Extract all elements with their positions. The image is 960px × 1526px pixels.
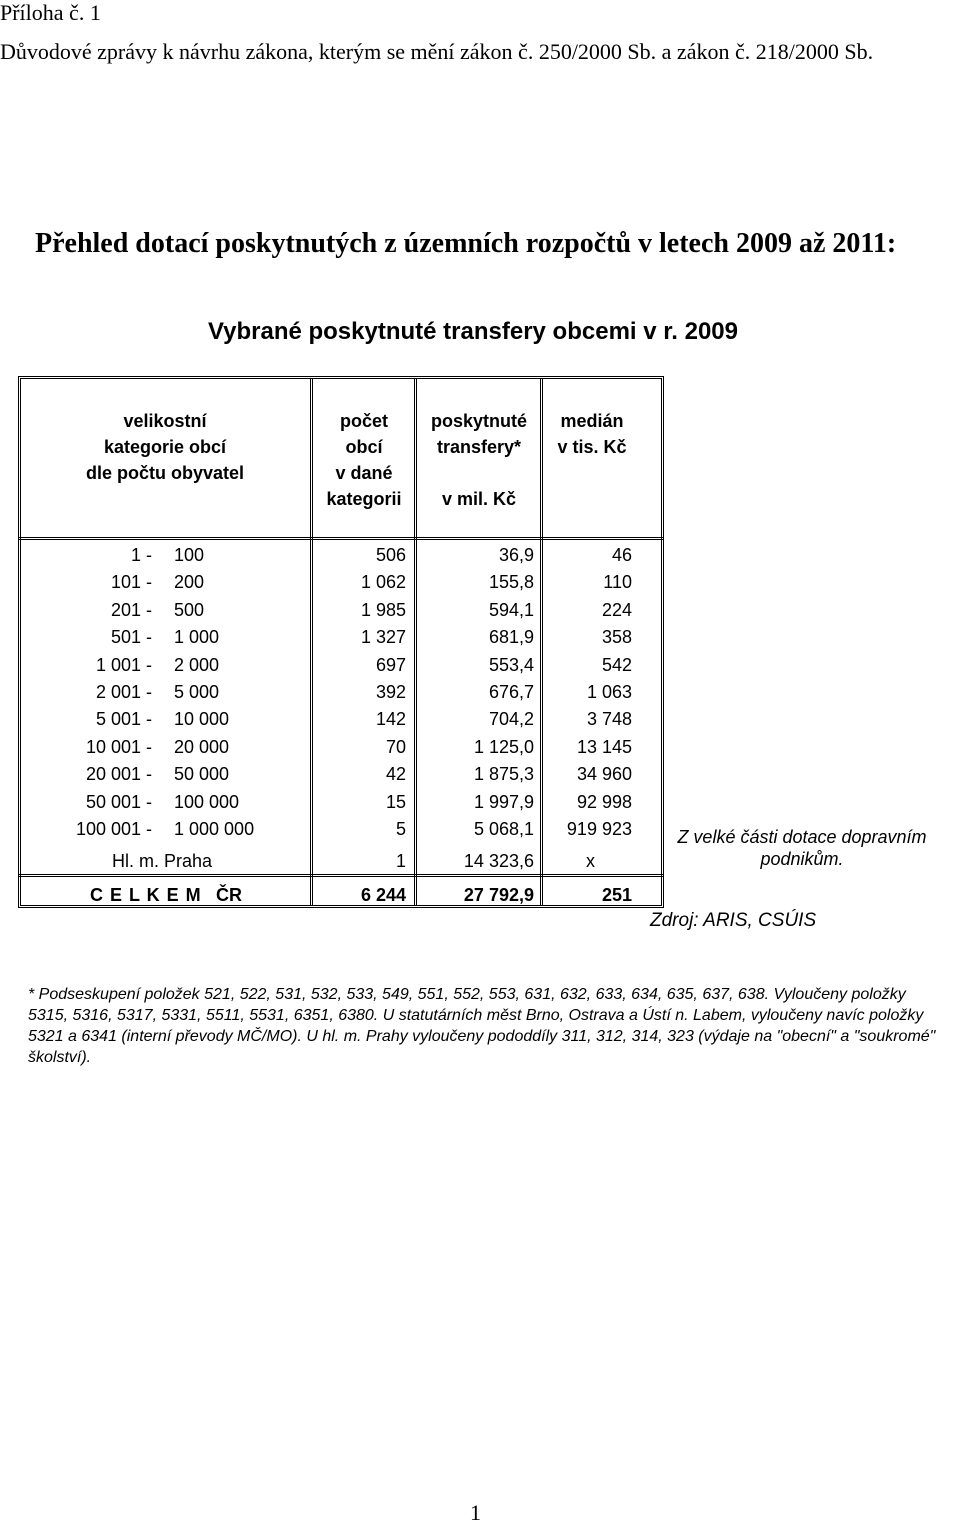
row-median: 92 998: [576, 792, 632, 812]
header-transfers: [418, 408, 540, 512]
header-line: obcí: [345, 437, 383, 457]
total-label: C E L K E M: [90, 885, 202, 905]
praha-label: Hl. m. Praha: [112, 851, 213, 871]
page-title: Přehled dotací poskytnutých z územních rozpočtů v letech 2009 až 2011:: [35, 228, 897, 259]
row-transfers: 5 068,1: [473, 819, 534, 839]
row-count: 1 985: [360, 600, 406, 620]
header-line: v tis. Kč: [557, 437, 627, 457]
row-size-from: 501 -: [110, 627, 152, 647]
row-size-from: 1 001 -: [95, 655, 152, 675]
row-count: 15: [385, 792, 406, 812]
row-median: 1 063: [586, 682, 632, 702]
row-size-to: 10 000: [174, 709, 230, 729]
total-count: 6 244: [360, 885, 406, 905]
row-size-to: 1 000 000: [174, 819, 255, 839]
row-size-to: 5 000: [174, 682, 220, 702]
table-divider: [310, 378, 313, 906]
row-count: 1 062: [360, 572, 406, 592]
row-transfers: 1 875,3: [473, 764, 534, 784]
row-median: 542: [601, 655, 632, 675]
header-line: dle počtu obyvatel: [85, 463, 245, 483]
row-transfers: 553,4: [488, 655, 534, 675]
row-size-to: 2 000: [174, 655, 220, 675]
table-divider: [18, 537, 664, 540]
header-line: poskytnuté: [430, 411, 527, 431]
row-count: 142: [375, 709, 406, 729]
row-transfers: 594,1: [488, 600, 534, 620]
row-count: 42: [385, 764, 406, 784]
row-median: 13 145: [576, 737, 632, 757]
row-size-to: 100 000: [174, 792, 240, 812]
row-size-from: 20 001 -: [85, 764, 152, 784]
footnote: * Podseskupení položek 521, 522, 531, 532, 533, 549, 551, 552, 553, 631, 632, 633, 634, 635, 637, 638. Vyloučeny položky 5315, 5316, 5317, 5331, 5511, 5531, 6351, 6380. U statutárních měst Brno, Ostrava a Ústí n. Labem, vyloučeny navíc položky 5321 a 6341 (interní převody MČ/MO). U hl. m. Prahy vyloučeny pododdíly 311, 312, 314, 323 (výdaje na "obecní" a "soukromé" školství).: [28, 986, 936, 1066]
row-count: 5: [395, 819, 406, 839]
row-transfers: 36,9: [498, 545, 534, 565]
total-median: 251: [601, 885, 632, 905]
row-size-from: 5 001 -: [95, 709, 152, 729]
table-divider: [540, 378, 543, 906]
row-size-from: 2 001 -: [95, 682, 152, 702]
row-transfers: 1 125,0: [473, 737, 534, 757]
row-median: 3 748: [586, 709, 632, 729]
header-line: v dané: [335, 463, 393, 483]
row-count: 506: [375, 545, 406, 565]
header-size-category: [20, 408, 310, 486]
row-size-to: 200: [174, 572, 205, 592]
row-size-to: 20 000: [174, 737, 230, 757]
row-size-to: 50 000: [174, 764, 230, 784]
row-size-to: 100: [174, 545, 205, 565]
row-transfers: 681,9: [488, 627, 534, 647]
row-median: 919 923: [566, 819, 632, 839]
row-size-from: 201 -: [110, 600, 152, 620]
header-spacer: [418, 460, 540, 486]
row-count: 697: [375, 655, 406, 675]
praha-count: 1: [395, 851, 406, 871]
row-median: 358: [601, 627, 632, 647]
row-median: 46: [611, 545, 632, 565]
row-transfers: 676,7: [488, 682, 534, 702]
row-median: 224: [601, 600, 632, 620]
header-line: velikostní: [123, 411, 207, 431]
header-line: kategorii: [326, 489, 402, 509]
row-transfers: 155,8: [488, 572, 534, 592]
row-size-to: 500: [174, 600, 205, 620]
page-number: 1: [470, 1500, 481, 1525]
row-median: 34 960: [576, 764, 632, 784]
source-note: Zdroj: ARIS, CSÚIS: [650, 910, 817, 931]
row-size-from: 10 001 -: [85, 737, 152, 757]
header-line: kategorie obcí: [103, 437, 227, 457]
praha-transfers: 14 323,6: [463, 851, 534, 871]
row-size-to: 1 000: [174, 627, 220, 647]
row-transfers: 1 997,9: [473, 792, 534, 812]
row-count: 392: [375, 682, 406, 702]
explanatory-note-title: Důvodové zprávy k návrhu zákona, kterým se mění zákon č. 250/2000 Sb. a zákon č. 218/2000 Sb.: [0, 39, 874, 64]
row-size-from: 50 001 -: [85, 792, 152, 812]
row-size-from: 101 -: [110, 572, 152, 592]
header-line: počet: [339, 411, 388, 431]
header-line: v mil. Kč: [441, 489, 517, 509]
row-transfers: 704,2: [488, 709, 534, 729]
praha-note: Z velké části dotace dopravním podnikům.: [677, 827, 927, 869]
header-count: [314, 408, 414, 512]
header-median: [544, 408, 640, 460]
header-line: transfery*: [436, 437, 522, 457]
row-count: 70: [385, 737, 406, 757]
row-count: 1 327: [360, 627, 406, 647]
row-size-from: 100 001 -: [75, 819, 152, 839]
table-divider: [18, 874, 664, 877]
total-country: ČR: [216, 885, 242, 905]
row-size-from: 1 -: [130, 545, 152, 565]
table-divider: [414, 378, 417, 906]
table-title: Vybrané poskytnuté transfery obcemi v r. 2009: [208, 318, 739, 345]
header-line: medián: [560, 411, 624, 431]
row-median: 110: [603, 572, 632, 592]
total-transfers: 27 792,9: [463, 885, 534, 905]
attachment-label: Příloha č. 1: [0, 0, 101, 25]
praha-median: x: [586, 851, 595, 871]
